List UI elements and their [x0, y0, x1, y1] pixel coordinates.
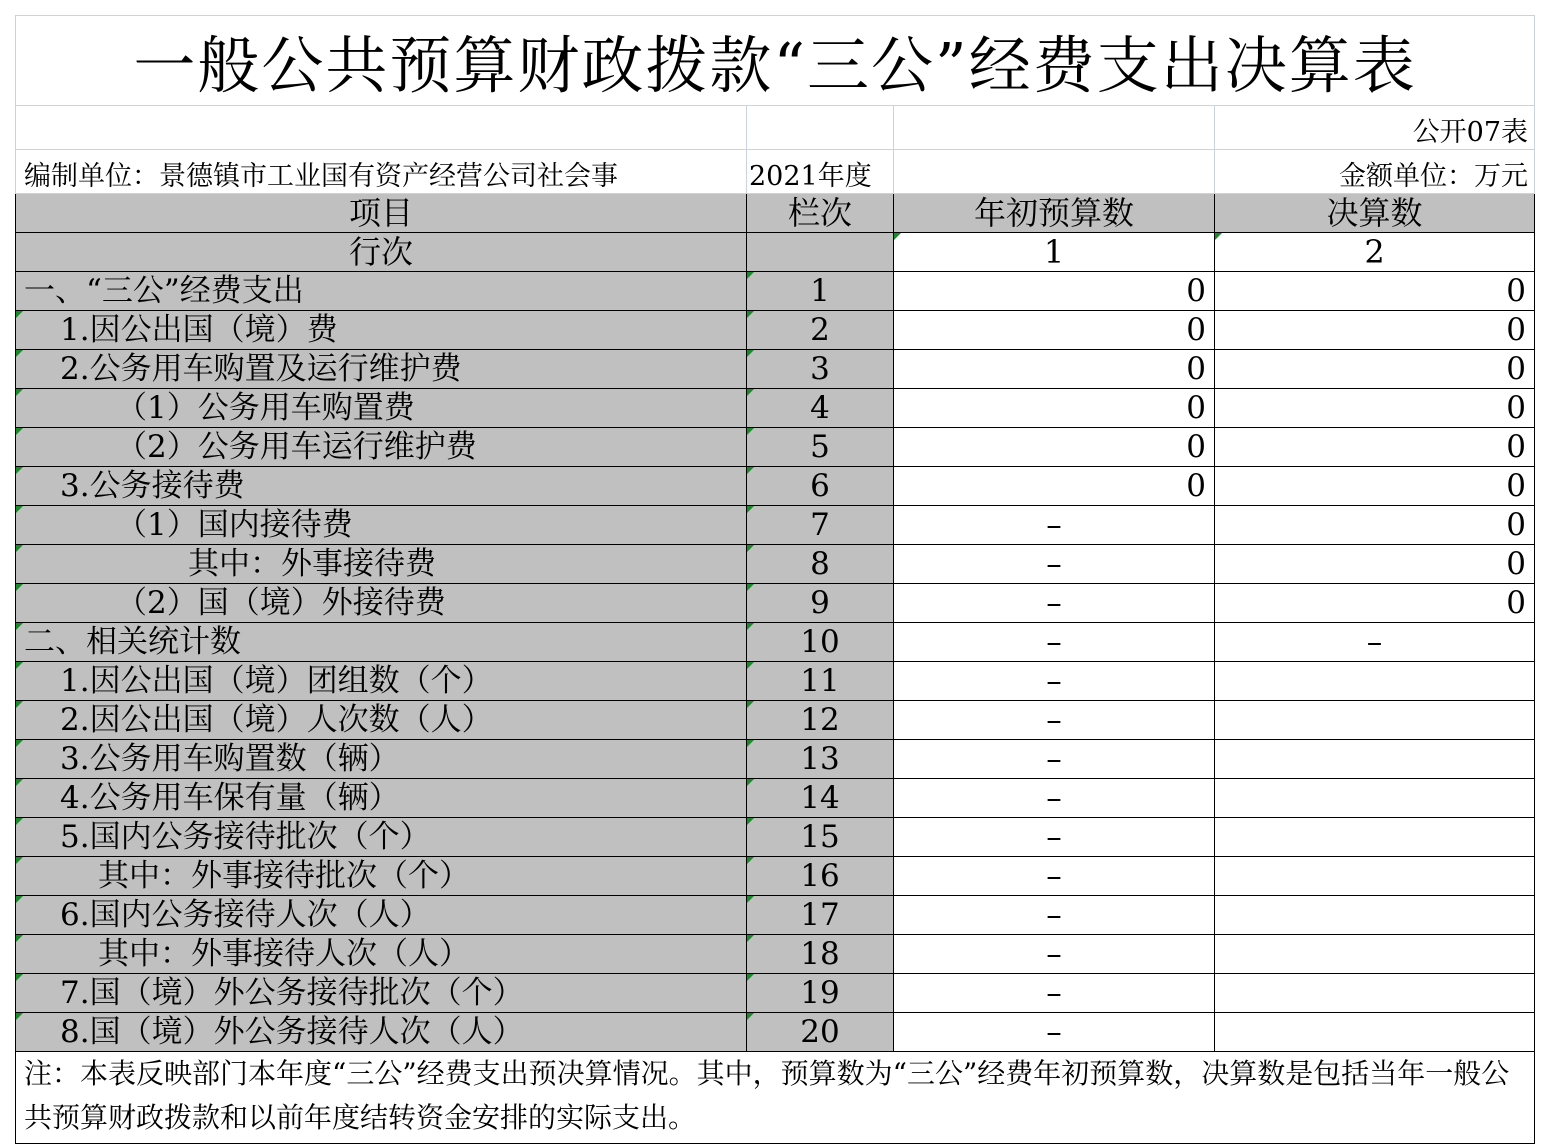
row-item-cell[interactable]: 3.公务用车购置数（辆） — [16, 740, 747, 779]
row-final-cell[interactable] — [1215, 896, 1535, 935]
row-item-cell[interactable]: （2）国（境）外接待费 — [16, 584, 747, 623]
row-number-cell[interactable]: 17 — [747, 896, 894, 935]
table-row — [16, 1013, 1535, 1052]
empty-cell[interactable] — [16, 106, 747, 150]
table-row — [16, 467, 1535, 506]
row-final-cell[interactable]: 0 — [1215, 389, 1535, 428]
header-budget[interactable]: 年初预算数 — [894, 194, 1215, 233]
row-budget-cell[interactable]: – — [894, 935, 1215, 974]
row-item-cell[interactable]: （1）国内接待费 — [16, 506, 747, 545]
table-row — [16, 662, 1535, 701]
row-item-cell[interactable]: 1.因公出国（境）费 — [16, 311, 747, 350]
table-row — [16, 428, 1535, 467]
row-item-cell[interactable]: 7.国（境）外公务接待批次（个） — [16, 974, 747, 1013]
row-budget-cell[interactable]: – — [894, 545, 1215, 584]
row-final-cell[interactable]: 0 — [1215, 545, 1535, 584]
row-number-cell[interactable]: 16 — [747, 857, 894, 896]
subheader-col[interactable] — [747, 233, 894, 272]
subheader-final[interactable]: 2 — [1215, 233, 1535, 272]
row-item-cell[interactable]: （1）公务用车购置费 — [16, 389, 747, 428]
row-budget-cell[interactable]: – — [894, 974, 1215, 1013]
row-budget-cell[interactable]: 0 — [894, 389, 1215, 428]
row-number-cell[interactable]: 3 — [747, 350, 894, 389]
row-budget-cell[interactable]: 0 — [894, 428, 1215, 467]
row-item-cell[interactable]: 二、相关统计数 — [16, 623, 747, 662]
row-number-cell[interactable]: 1 — [747, 272, 894, 311]
table-row — [16, 506, 1535, 545]
row-final-cell[interactable]: 0 — [1215, 467, 1535, 506]
row-final-cell[interactable]: 0 — [1215, 428, 1535, 467]
row-number-cell[interactable]: 5 — [747, 428, 894, 467]
row-item-cell[interactable]: 6.国内公务接待人次（人） — [16, 896, 747, 935]
row-number-cell[interactable]: 20 — [747, 1013, 894, 1052]
row-budget-cell[interactable]: – — [894, 584, 1215, 623]
row-final-cell[interactable] — [1215, 740, 1535, 779]
header-col[interactable]: 栏次 — [747, 194, 894, 233]
row-item-cell[interactable]: 5.国内公务接待批次（个） — [16, 818, 747, 857]
row-budget-cell[interactable]: – — [894, 1013, 1215, 1052]
row-number-cell[interactable]: 13 — [747, 740, 894, 779]
row-number-cell[interactable]: 7 — [747, 506, 894, 545]
row-number-cell[interactable]: 12 — [747, 701, 894, 740]
table-row — [16, 896, 1535, 935]
row-item-cell[interactable]: 1.因公出国（境）团组数（个） — [16, 662, 747, 701]
row-item-cell[interactable]: 3.公务接待费 — [16, 467, 747, 506]
spreadsheet — [15, 15, 1534, 1144]
sheet-title[interactable]: 一般公共预算财政拨款“三公”经费支出决算表 — [16, 16, 1535, 106]
row-budget-cell[interactable]: – — [894, 779, 1215, 818]
row-budget-cell[interactable]: – — [894, 740, 1215, 779]
table-row — [16, 272, 1535, 311]
row-final-cell[interactable] — [1215, 935, 1535, 974]
row-final-cell[interactable]: 0 — [1215, 350, 1535, 389]
row-budget-cell[interactable]: 0 — [894, 467, 1215, 506]
row-item-cell[interactable]: 其中：外事接待人次（人） — [16, 935, 747, 974]
row-budget-cell[interactable]: – — [894, 662, 1215, 701]
row-budget-cell[interactable]: – — [894, 506, 1215, 545]
table-body — [16, 272, 1535, 1052]
row-final-cell[interactable]: 0 — [1215, 584, 1535, 623]
row-final-cell[interactable]: 0 — [1215, 272, 1535, 311]
amount-unit[interactable]: 金额单位：万元 — [1215, 150, 1535, 194]
table-row — [16, 857, 1535, 896]
fiscal-year[interactable]: 2021年度 — [747, 150, 894, 194]
table-row — [16, 350, 1535, 389]
row-number-cell[interactable]: 2 — [747, 311, 894, 350]
row-number-cell[interactable]: 10 — [747, 623, 894, 662]
table-row — [16, 545, 1535, 584]
subheader-budget[interactable]: 1 — [894, 233, 1215, 272]
row-item-cell[interactable]: 2.公务用车购置及运行维护费 — [16, 350, 747, 389]
row-number-cell[interactable]: 19 — [747, 974, 894, 1013]
subheader-item[interactable]: 行次 — [16, 233, 747, 272]
row-number-cell[interactable]: 14 — [747, 779, 894, 818]
table-row — [16, 818, 1535, 857]
row-final-cell[interactable]: 0 — [1215, 506, 1535, 545]
row-final-cell[interactable] — [1215, 857, 1535, 896]
row-item-cell[interactable]: 其中：外事接待费 — [16, 545, 747, 584]
table-row — [16, 740, 1535, 779]
row-final-cell[interactable]: 0 — [1215, 311, 1535, 350]
row-final-cell[interactable] — [1215, 779, 1535, 818]
row-final-cell[interactable] — [1215, 1013, 1535, 1052]
row-item-cell[interactable]: 2.因公出国（境）人次数（人） — [16, 701, 747, 740]
row-final-cell[interactable]: – — [1215, 623, 1535, 662]
form-number[interactable]: 公开07表 — [1215, 106, 1535, 150]
row-number-cell[interactable]: 11 — [747, 662, 894, 701]
table-row — [16, 935, 1535, 974]
footnote[interactable]: 注：本表反映部门本年度“三公”经费支出预决算情况。其中，预算数为“三公”经费年初预算数，决算数是包括当年一般公共预算财政拨款和以前年度结转资金安排的实际支出。 — [16, 1052, 1535, 1144]
row-number-cell[interactable]: 6 — [747, 467, 894, 506]
empty-cell[interactable] — [894, 150, 1215, 194]
table-row — [16, 974, 1535, 1013]
row-number-cell[interactable]: 8 — [747, 545, 894, 584]
row-item-cell[interactable]: 其中：外事接待批次（个） — [16, 857, 747, 896]
row-final-cell[interactable] — [1215, 662, 1535, 701]
row-budget-cell[interactable]: – — [894, 857, 1215, 896]
row-number-cell[interactable]: 9 — [747, 584, 894, 623]
row-item-cell[interactable]: 4.公务用车保有量（辆） — [16, 779, 747, 818]
row-number-cell[interactable]: 4 — [747, 389, 894, 428]
row-item-cell[interactable]: （2）公务用车运行维护费 — [16, 428, 747, 467]
row-budget-cell[interactable]: – — [894, 896, 1215, 935]
row-final-cell[interactable] — [1215, 974, 1535, 1013]
table-row — [16, 779, 1535, 818]
table-row — [16, 311, 1535, 350]
header-item[interactable]: 项目 — [16, 194, 747, 233]
table-row — [16, 701, 1535, 740]
table-row — [16, 389, 1535, 428]
row-item-cell[interactable]: 8.国（境）外公务接待人次（人） — [16, 1013, 747, 1052]
row-budget-cell[interactable]: 0 — [894, 350, 1215, 389]
row-budget-cell[interactable]: – — [894, 623, 1215, 662]
row-number-cell[interactable]: 15 — [747, 818, 894, 857]
row-number-cell[interactable]: 18 — [747, 935, 894, 974]
row-budget-cell[interactable]: – — [894, 701, 1215, 740]
empty-cell[interactable] — [894, 106, 1215, 150]
three-public-expenses-table — [15, 15, 1535, 1144]
row-item-cell[interactable]: 一、“三公”经费支出 — [16, 272, 747, 311]
header-final[interactable]: 决算数 — [1215, 194, 1535, 233]
table-row — [16, 584, 1535, 623]
row-budget-cell[interactable]: 0 — [894, 272, 1215, 311]
row-budget-cell[interactable]: – — [894, 818, 1215, 857]
empty-cell[interactable] — [747, 106, 894, 150]
row-final-cell[interactable] — [1215, 701, 1535, 740]
table-row — [16, 623, 1535, 662]
row-budget-cell[interactable]: 0 — [894, 311, 1215, 350]
org-label[interactable]: 编制单位：景德镇市工业国有资产经营公司社会事 — [16, 150, 747, 194]
row-final-cell[interactable] — [1215, 818, 1535, 857]
